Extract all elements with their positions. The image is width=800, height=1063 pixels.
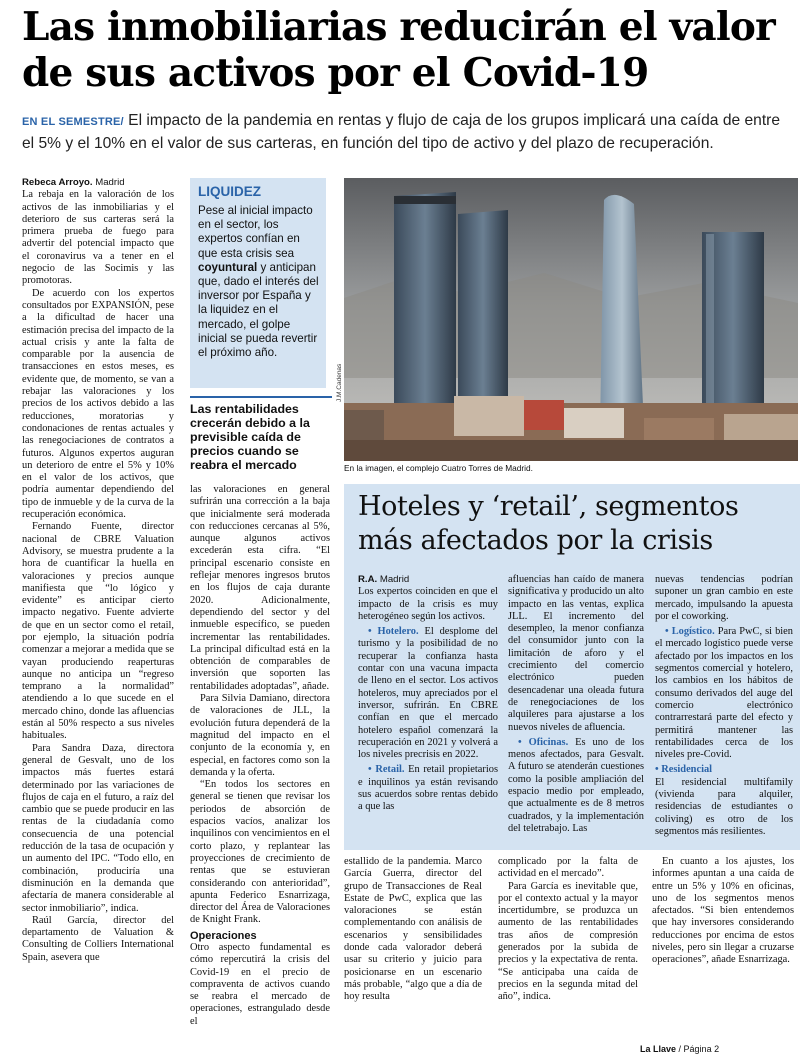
paragraph: “En todos los sectores en general se tienen que revisar los periodos de absorción de espacios vacíos, analizar los inquilinos con vencimientos en el corto plazo, y replantear las proyecciones de crecimiento de rentas que se estuvieran considerando con anterioridad”, apunta Federico Esnarrizaga, director del Área de Valoraciones de Knight Frank. [190, 779, 330, 926]
footer-section: La Llave [640, 1044, 677, 1054]
headline: Las inmobiliarias reducirán el valor de sus activos por el Covid-19 [22, 4, 775, 96]
sidebar-item-hotelero [358, 626, 498, 761]
liquidez-text-b: y anticipan que, dado el interés del inversor por España y la liquidez en el mercado, el golpe inicial se pueda revertir el próximo año. [198, 260, 319, 360]
liquidez-text-bold: coyuntural [198, 260, 258, 274]
paragraph: Para Silvia Damiano, directora de valoraciones de JLL, la evolución futura dependerá de la magnitud del impacto en el conjunto de la economía y, en especial, en factores como son la demanda y la oferta. [190, 693, 330, 778]
bullet-logistico: • [665, 626, 672, 638]
paragraph: Para Sandra Daza, directora general de Gesvalt, uno de los impactos más fuertes estará determinado por las variaciones de flujos de caja en el futuro, a raíz del cambio que se puede producir en las rentas de la ciudadanía como consecuencia de una potencial reducción de la tasa de ocupación y un aumento del IPC. “Todo ello, en combinación, produciría una disminución en la demanda que afectaría de manera considerable al sector inmobiliario”, indica. [22, 742, 174, 914]
paragraph: nuevas tendencias podrían suponer un gran cambio en este mercado, impulsando la apuesta por el coworking. [655, 574, 793, 622]
article-column-4 [498, 856, 638, 1004]
byline-place: Madrid [95, 177, 125, 188]
liquidez-title: LIQUIDEZ [198, 184, 261, 199]
liquidez-text [198, 204, 322, 360]
article-column-5 [652, 856, 794, 967]
sidebar-column-1 [358, 574, 498, 814]
photo-cuatro-torres [344, 178, 798, 461]
sidebar-column-3 [655, 574, 793, 838]
standfirst [22, 110, 794, 154]
text-residencial: El residencial multifamily (vivienda para alquiler, residencias de estudiantes o coliving) es otro de los segmentos más resilientes. [655, 776, 793, 837]
paragraph: Los expertos coinciden en que el impacto de la crisis es muy heterogéneo según los activos. [358, 586, 498, 622]
paragraph: afluencias han caído de manera significativa y producido un alto impacto en las ventas, explica JLL. El incremento del desempleo, la menor confianza del consumidor junto con la limitación de aforo y el crecimiento del comercio electrónico pueden desencadenar una oleada futura de renegociaciones de los alquileres para ajustarse a los nuevos niveles de afluencia. [508, 574, 644, 733]
paragraph: Fernando Fuente, director nacional de CBRE Valuation Advisory, se muestra prudente a la hora de cuantificar la huella en valoraciones y precios aunque manifiesta que “lo lógico y evidente” es anticipar cierto impacto negativo. Fuente advierte de que en un sector como el retail, por ejemplo, la situación podría comenzar a mejorar a medida que se vayan produciendo reaperturas aunque no anticipa un “regreso temprano a la normalidad” atendiendo a lo que sucede en el mercado chino, donde las afluencias están al 50% respecto a sus niveles habituales. [22, 521, 174, 742]
paragraph: De acuerdo con los expertos consultados por EXPANSIÓN, pese a la dificultad de hacer una estimación precisa del impacto de la actual crisis y ante la falta de comparable por la ausencia de transacciones en estos meses, es evidente que, de momento, se van a rebajar las valoraciones y los precios de los activos debido a las reducciones, moratorias y condonaciones de rentas actuales y las renegociaciones de contratos a futuros. Algunos expertos auguran un deterioro de entre el 5% y 10% en el valor de los activos, que podría aumentar dependiendo del tipo de inmueble y de la curva de la recuperación económica. [22, 287, 174, 521]
label-hotelero: Hotelero. [377, 626, 419, 638]
pull-quote-rule [190, 396, 332, 398]
paragraph: La rebaja en la valoración de los activos de las inmobiliarias y el deterioro de sus carteras será la primera prueba de fuego para advertir del potencial impacto que el coronavirus va a tener en el negocio de las Socimis y las promotoras. [22, 189, 174, 287]
label-logistico: Logístico. [671, 626, 715, 638]
bullet-residencial: • [655, 764, 662, 776]
article-column-3 [344, 856, 482, 1004]
article-column-2 [190, 484, 330, 1028]
bullet-hotelero: • [368, 626, 378, 638]
label-residencial: Residencial [661, 764, 713, 776]
bullet-oficinas: • [518, 736, 529, 748]
footer-page: / Página 2 [678, 1044, 720, 1054]
page-footer [640, 1044, 719, 1054]
section-heading-operaciones: Operaciones [190, 929, 257, 942]
label-oficinas: Oficinas. [528, 736, 569, 748]
pull-quote: Las rentabilidades crecerán debido a la previsible caída de precios cuando se reabra el mercado [190, 402, 310, 472]
label-retail: Retail. [375, 764, 405, 776]
paragraph: En cuanto a los ajustes, los informes apuntan a una caída de entre un 5% y 10% en oficinas, uno de los segmentos menos afectados. “Si bien entendemos que hay inversores considerando reducciones por encima de estos niveles, pero sin llegar a cruzarse operaciones”, añade Esnarrizaga. [652, 856, 794, 966]
paragraph: Para García es inevitable que, por el contexto actual y la mayor incertidumbre, se produzca un aumento de las rentabilidades tras años de compresión generados por la subida de precios y la expectativa de renta. “Se anticipaba una caída de precios en la segunda mitad del año”, indica. [498, 880, 638, 1003]
paragraph: complicado por la falta de actividad en el mercado”. [498, 856, 638, 880]
byline [22, 177, 174, 189]
byline-author: Rebeca Arroyo. [22, 177, 93, 188]
paragraph: Raúl García, director del departamento de Valuation & Consulting de Colliers International Spain, asevera que [22, 914, 174, 963]
sidebar-item-retail [358, 764, 498, 813]
article-column-1 [22, 177, 174, 964]
sidebar-byline-author: R.A. [358, 574, 378, 585]
text-retail: En retail propietarios e inquilinos ya están revisando sus acuerdos sobre rentas debido a que las [358, 764, 498, 813]
liquidez-box [190, 178, 326, 388]
sidebar-byline [358, 574, 498, 586]
photo-credit: J.M.Cadenas [336, 363, 343, 402]
paragraph: estallido de la pandemia. Marco García Guerra, director del grupo de Transacciones de Real Estate de PwC, explica que las valoraciones se están complementando con análisis de escenarios y sensibilidades donde cada valorador deberá usar su criterio y juicio para posicionarse en un escenario más probable, “algo que a día de hoy resulta [344, 856, 482, 1003]
sidebar-byline-place: Madrid [379, 574, 410, 585]
liquidez-text-a: Pese al inicial impacto en el sector, los expertos confían en que esta crisis sea [198, 204, 313, 260]
sidebar-item-residencial [655, 764, 793, 776]
standfirst-kicker: EN EL SEMESTRE/ [22, 116, 124, 128]
sidebar-title: Hoteles y ‘retail’, segmentos más afectados por la crisis [358, 491, 739, 556]
sidebar-column-2 [508, 574, 644, 835]
paragraph: Otro aspecto fundamental es cómo repercutirá la crisis del Covid-19 en el precio de compraventa de activos cuando se reabra el mercado de operaciones, estrangulado desde el [190, 941, 330, 1027]
standfirst-text: El impacto de la pandemia en rentas y flujo de caja de los grupos implicará una caída de entre el 5% y el 10% en el valor de sus carteras, en función del tipo de activo y del plazo de recuperación. [22, 112, 781, 152]
bullet-retail: • [368, 764, 376, 776]
sidebar-item-logistico [655, 626, 793, 761]
text-hotelero: El desplome del turismo y la posibilidad de no recuperar la confianza hasta contar con una vacuna impacta de lleno en el sector. Los activos hoteleros, muy apreciados por el inversor, sufrirán. En CBRE confían en que el mercado hotelero español comenzará la recuperación en 2021 y volverá a los niveles precrisis en 2022. [358, 626, 498, 761]
sidebar-item-oficinas [508, 737, 644, 835]
text-logistico: Para PwC, si bien el mercado logístico puede verse afectado por los impactos en los segmentos comercial y hotelero, los cambios en los hábitos de consumo derivados del auge del comercio electrónico contrarrestará parte del efecto y permitirá mantener las rentabilidades cerca de los niveles pre-Covid. [655, 626, 793, 761]
paragraph: las valoraciones en general sufrirán una corrección a la baja que inicialmente será moderada con reducciones cercanas al 5%, aunque algunos activos excederán esta cifra. “El principal escenario consiste en reflejar menores ingresos brutos en los flujos de caja durante 2020. Adicionalmente, dependiendo del sector y del inmueble específico, se pueden incrementar las rentabilidades. La principal dificultad está en la obtención de comparables de inversión que soporten las rentabilidades adoptadas”, añade. [190, 484, 330, 692]
text-oficinas: Es uno de los menos afectados, para Gesvalt. A futuro se atenderán cuestiones como la posible ampliación del espacio medio por empleado, que actualmente es de 8 metros cuadrados, y la implementación del teletrabajo. Las [508, 736, 644, 834]
photo-caption: En la imagen, el complejo Cuatro Torres de Madrid. [344, 463, 533, 473]
